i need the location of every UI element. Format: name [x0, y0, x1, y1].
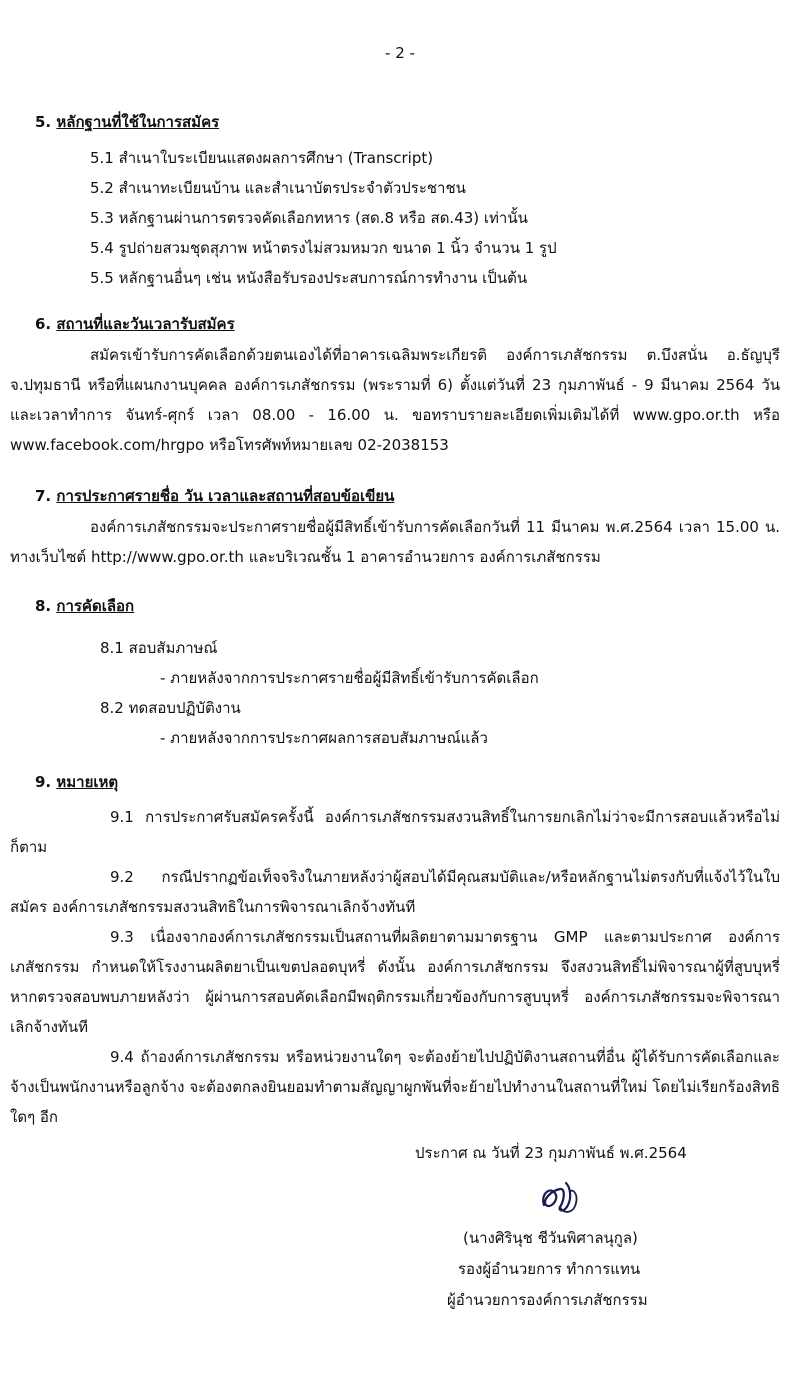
section-7-number: 7.	[35, 487, 52, 505]
section-6-heading	[35, 312, 235, 336]
signatory-position-2: ผู้อำนวยการองค์การเภสัชกรรม	[447, 1291, 648, 1309]
section-8-title: การคัดเลือก	[56, 597, 135, 615]
section-9-number: 9.	[35, 773, 52, 791]
section-5-heading	[35, 110, 219, 134]
section-9-heading	[35, 770, 118, 794]
handwritten-signature	[530, 1175, 590, 1225]
section-9-note-4	[10, 1042, 780, 1132]
section-5-item-3: 5.3 หลักฐานผ่านการตรวจคัดเลือกทหาร (สด.8 หรือ สด.43) เท่านั้น	[90, 209, 528, 227]
section-5-number: 5.	[35, 113, 52, 131]
page-number: - 2 -	[385, 44, 415, 62]
section-7-title: การประกาศรายชื่อ วัน เวลาและสถานที่สอบข้อเขียน	[56, 487, 395, 505]
section-9-note-4-text: 9.4 ถ้าองค์การเภสัชกรรม หรือหน่วยงานใดๆ จะต้องย้ายไปปฏิบัติงานสถานที่อื่น ผู้ได้รับการคัดเลือกและจ้างเป็นพนักงานหรือลูกจ้าง จะต้องตกลงยินยอมทำตามสัญญาผูกพันที่จะย้ายไปทำงานในสถานที่ใหม่ โดยไม่เรียกร้องสิทธิใดๆ อีก	[10, 1048, 780, 1126]
announcement-date: ประกาศ ณ วันที่ 23 กุมภาพันธ์ พ.ศ.2564	[415, 1144, 687, 1162]
section-5-item-1: 5.1 สำเนาใบระเบียนแสดงผลการศึกษา (Transcript)	[90, 149, 434, 167]
section-8-item-1-detail: - ภายหลังจากการประกาศรายชื่อผู้มีสิทธิ์เข้ารับการคัดเลือก	[160, 669, 539, 687]
section-9-note-3	[10, 922, 780, 1042]
section-6-title: สถานที่และวันเวลารับสมัคร	[56, 315, 235, 333]
section-7-body: องค์การเภสัชกรรมจะประกาศรายชื่อผู้มีสิทธิ์เข้ารับการคัดเลือกวันที่ 11 มีนาคม พ.ศ.2564 เวลา 15.00 น. ทางเว็บไซต์ http://www.gpo.or.th และบริเวณชั้น 1 อาคารอำนวยการ องค์การเภสัชกรรม	[10, 518, 780, 566]
section-9-note-2-text: 9.2 กรณีปรากฏข้อเท็จจริงในภายหลังว่าผู้สอบได้มีคุณสมบัติและ/หรือหลักฐานไม่ตรงกับที่แจ้งไว้ในใบสมัคร องค์การเภสัชกรรมสงวนสิทธิในการพิจารณาเลิกจ้างทันที	[10, 868, 780, 916]
section-8-heading	[35, 594, 134, 618]
section-8-item-2: 8.2 ทดสอบปฏิบัติงาน	[100, 699, 241, 717]
section-8-item-1: 8.1 สอบสัมภาษณ์	[100, 639, 218, 657]
section-5-item-2: 5.2 สำเนาทะเบียนบ้าน และสำเนาบัตรประจำตัวประชาชน	[90, 179, 466, 197]
signatory-position-1: รองผู้อำนวยการ ทำการแทน	[458, 1260, 641, 1278]
section-9-note-3-text: 9.3 เนื่องจากองค์การเภสัชกรรมเป็นสถานที่ผลิตยาตามมาตรฐาน GMP และตามประกาศ องค์การเภสัชกรรม กำหนดให้โรงงานผลิตยาเป็นเขตปลอดบุหรี่ ดังนั้น องค์การเภสัชกรรม จึงสงวนสิทธิ์ไม่พิจารณาผู้ที่สูบบุหรี่ หากตรวจสอบพบภายหลังว่า ผู้ผ่านการสอบคัดเลือกมีพฤติกรรมเกี่ยวข้องกับการสูบบุหรี่ องค์การเภสัชกรรมจะพิจารณาเลิกจ้างทันที	[10, 928, 780, 1036]
section-9-title: หมายเหตุ	[56, 773, 119, 791]
section-6-number: 6.	[35, 315, 52, 333]
section-9-note-1	[10, 802, 780, 862]
section-9-note-1-text: 9.1 การประกาศรับสมัครครั้งนี้ องค์การเภสัชกรรมสงวนสิทธิ์ในการยกเลิกไม่ว่าจะมีการสอบแล้วหรือไม่ก็ตาม	[10, 808, 780, 856]
section-5-item-4: 5.4 รูปถ่ายสวมชุดสุภาพ หน้าตรงไม่สวมหมวก ขนาด 1 นิ้ว จำนวน 1 รูป	[90, 239, 557, 257]
section-9-note-2	[10, 862, 780, 922]
section-8-item-2-detail: - ภายหลังจากการประกาศผลการสอบสัมภาษณ์แล้ว	[160, 729, 488, 747]
section-6-body: สมัครเข้ารับการคัดเลือกด้วยตนเองได้ที่อาคารเฉลิมพระเกียรติ องค์การเภสัชกรรม ต.บึงสนั่น อ.ธัญบุรี จ.ปทุมธานี หรือที่แผนกงานบุคคล องค์การเภสัชกรรม (พระรามที่ 6) ตั้งแต่วันที่ 23 กุมภาพันธ์ - 9 มีนาคม 2564 วันและเวลาทำการ จันทร์-ศุกร์ เวลา 08.00 - 16.00 น. ขอทราบรายละเอียดเพิ่มเติมได้ที่ www.gpo.or.th หรือ www.facebook.com/hrgpo หรือโทรศัพท์หมายเลข 02-2038153	[10, 346, 780, 454]
section-5-item-5: 5.5 หลักฐานอื่นๆ เช่น หนังสือรับรองประสบการณ์การทำงาน เป็นต้น	[90, 269, 528, 287]
section-5-title: หลักฐานที่ใช้ในการสมัคร	[56, 113, 220, 131]
section-6-paragraph	[10, 340, 780, 460]
section-8-number: 8.	[35, 597, 52, 615]
section-7-paragraph	[10, 512, 780, 572]
signatory-name: (นางศิรินุช ชีวันพิศาลนุกูล)	[463, 1229, 638, 1247]
section-7-heading	[35, 484, 394, 508]
